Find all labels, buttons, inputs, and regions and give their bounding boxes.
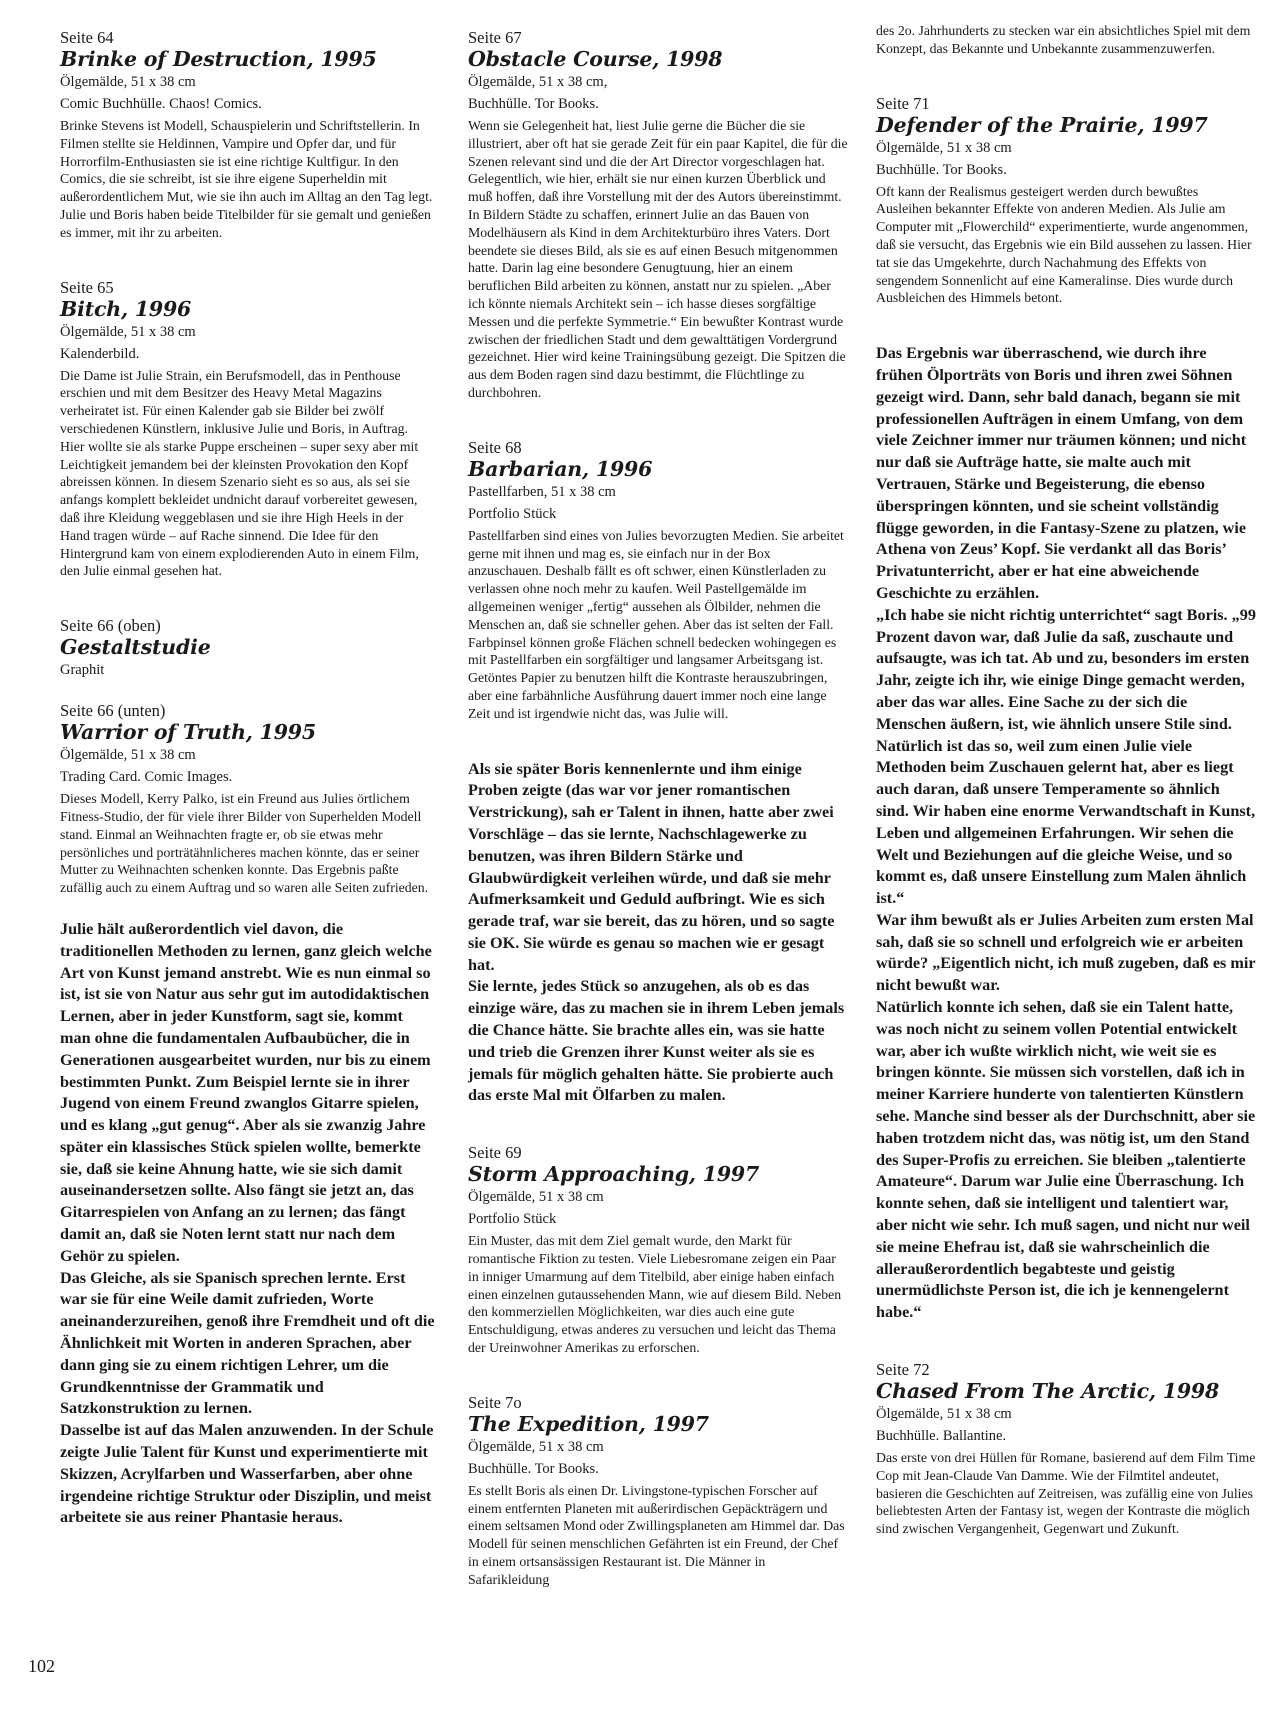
artwork-description: Brinke Stevens ist Modell, Schauspielerin und Schriftstellerin. In Filmen stellte sie Heldinnen, Vampire und Opfer dar, und für Horrorfilm-Enthusiasten sie ist eine richtige Kultfigur. In den Comics, die sie schreibt, ist sie ihre eigene Superheldin mit außerordentlichem Mut, wie sie ihn auch im Alltag an den Tag legt. Julie und Boris haben beide Titelbilder für sie gemalt und genießen es immer, mit ihr zu arbeiten. <box>60 118 433 240</box>
artwork-title: Obstacle Course, 1998 <box>468 47 723 71</box>
artwork-description: Das erste von drei Hüllen für Romane, basierend auf dem Film Time Cop mit Jean-Claude Van Damme. Wie der Filmtitel andeutet, basieren die Geschichten auf Zeitreisen, was zufällig eine von Julies beliebtesten Arten der Fantasy ist, wegen der Kontraste die möglich sind zwischen Vergangenheit, Gegenwart und Zukunft. <box>876 1450 1256 1537</box>
body-paragraph: Das Gleiche, als sie Spanisch sprechen lernte. Erst war sie für eine Weile damit zufrieden, Worte aneinanderzureihen, genoß ihre Fremdheit und oft die Ähnlichkeit mit Worten in anderen Sprachen, aber dann ging sie zu einem richtigen Lehrer, um die Grundkenntnisse der Grammatik und Satzkonstruktion zu lernen. <box>60 1268 435 1418</box>
artwork-title: Warrior of Truth, 1995 <box>60 720 316 745</box>
artwork-medium: Ölgemälde, 51 x 38 cm <box>60 74 196 90</box>
artwork-source: Buchhülle. Tor Books. <box>468 1460 599 1477</box>
artwork-title: Brinke of Destruction, 1995 <box>60 47 377 71</box>
body-paragraph: „Ich habe sie nicht richtig unterrichtet“ sagt Boris. „99 Prozent davon war, daß Julie da saß, zuschaute und aufsaugte, was ich tat. Ab und zu, besonders im ersten Jahr, zeigte ich ihr, wie einige Dinge gemacht werden, aber das war alles. Eine Sache zu der sich die Menschen äußern, ist, wie ähnlich unsere Stile sind. <box>876 605 1256 733</box>
artwork-source: Buchhülle. Ballantine. <box>876 1428 1007 1445</box>
artwork-medium: Ölgemälde, 51 x 38 cm <box>468 1438 604 1455</box>
artwork-source: Kalenderbild. <box>60 345 140 362</box>
page-reference: Seite 69 <box>468 1143 522 1163</box>
body-paragraph: Als sie später Boris kennenlernte und ihm einige Proben zeigte (das war vor jener romantischen Verstrickung), sah er Talent in ihnen, hatte aber zwei Vorschläge – das sie lernte, Nachschlagewerke zu benutzen, was ihren Bildern Stärke und Glaubwürdigkeit verleihen würde, und daß sie mehr Aufmerksamkeit und Geduld aufbringt. Wie es sich gerade traf, war sie bereit, das zu hören, und so sagte sie OK. Sie würde es genau so machen wie er gesagt hat. <box>468 759 835 974</box>
body-paragraph: Julie hält außerordentlich viel davon, die traditionellen Methoden zu lernen, ganz gleich welche Art von Kunst jemand anstrebt. Wie es nun einmal so ist, ist sie von Natur aus sehr gut im autodidaktischen Lernen, aber in jeder Kunstform, sagt sie, kommt man ohne die fundamentalen Aufbaubücher, die in Generationen ausgearbeitet wurden, nur bis zu einem bestimmten Punkt. Zum Beispiel lernte sie in ihrer Jugend von einem Freund zwanglos Gitarre spielen, und es klang „gut genug“. Aber als sie zwanzig Jahre später ein klassisches Stück spielen wollte, bemerkte sie, daß sie keine Ahnung hatte, wie sie sich damit auseinandersetzen sollte. Also fängt sie jetzt an, das Gitarrespielen von Anfang an zu lernen; das fängt damit an, daß sie Noten lernt statt nur nach dem Gehör zu spielen. <box>60 919 432 1265</box>
artwork-title: Bitch, 1996 <box>60 296 192 321</box>
artwork-entry <box>876 94 1256 308</box>
artwork-source: Buchhülle. Tor Books. <box>876 161 1007 178</box>
page-reference: Seite 72 <box>876 1360 930 1380</box>
artwork-medium: Ölgemälde, 51 x 38 cm, <box>468 74 608 90</box>
page-reference: Seite 66 (oben) <box>60 616 161 636</box>
body-paragraph: Natürlich ist das so, weil zum einen Julie viele Methoden beim Zuschauen gelernt hat, aber es liegt auch daran, daß unsere Temperamente so ähnlich sind. Wir haben eine enorme Verwandtschaft in Kunst, Leben und allgemeinen Erfahrungen. Wir sehen die Welt und Beziehungen auf die gleiche Weise, und so kommt es, daß unsere Einstellung zum Malen ähnlich ist.“ <box>876 736 1256 908</box>
artwork-description: Die Dame ist Julie Strain, ein Berufsmodell, das in Penthouse erschien und mit dem Besitzer des Heavy Metal Magazins verheiratet ist. Für einen Kalender gab sie Bilder bei zwölf verschiedenen Künstlern, inklusive Julie und Boris, in Auftrag. Hier wollte sie als starke Puppe erscheinen – super sexy aber mit Leichtigkeit jemandem bei der kleinsten Provokation den Kopf abreissen können. In diesem Szenario sieht es so aus, als sei sie anfangs komplett bekleidet undnicht darauf vorbereitet gewesen, daß ihre Kleidung weggeblasen und sie ihre High Heels in der Hand tragen würde – auf Rache sinnend. Die Idee für den Hintergrund kam von einem explodierenden Auto in einem Film, den Julie einmal gesehen hat. <box>60 367 419 579</box>
artwork-description: Pastellfarben sind eines von Julies bevorzugten Medien. Sie arbeitet gerne mit ihnen und mag es, sie einfach nur in der Box anzuschauen. Deshalb fällt es oft schwer, einen Künstlerladen zu verlassen ohne noch mehr zu kaufen. Weil Pastellgemälde im allgemeinen weniger „fertig“ aussehen als Ölbilder, nehmen die Menschen an, daß sie schneller gehen. Aber das ist selten der Fall. Farbpinsel können große Flächen schnell bedecken wohingegen es mit Pastellfarben ein sorgfältiger und langsamer Arbeitsgang ist. Getöntes Papier zu benutzen hilft die Kontraste herauszubringen, aber eine farbähnliche Ausführung dauert immer noch eine lange Zeit und ist irgendwie nicht das, was Julie will. <box>468 527 844 721</box>
artwork-medium: Ölgemälde, 51 x 38 cm <box>60 747 196 764</box>
page-reference: Seite 7o <box>468 1392 522 1412</box>
artwork-title: Storm Approaching, 1997 <box>468 1162 760 1187</box>
artwork-description: Wenn sie Gelegenheit hat, liest Julie gerne die Bücher die sie illustriert, aber oft hat sie gerade Zeit für ein paar Kapitel, die für die Szenen relevant sind und die der Art Director vorgeschlagen hat. Gelegentlich, wie hier, erhält sie nur einen kurzen Überblick und muß hoffen, daß ihre Vorstellung mit der des Autors übereinstimmt. In Bildern Städte zu schaffen, erinnert Julie an das Bauen von Modelhäusern als Kind in dem Architekturbüro ihres Vaters. Dort beendete sie dieses Bild, als sie es auf einen Besuch mitgenommen hatte. Darin lag eine besondere Genugtuung, hier an einem beruflichen Bild arbeiten zu können, anstatt nur zu spielen. „Aber ich könnte niemals Architekt sein – ich hasse dieses sorgfältige Messen und die perfekte Symmetrie.“ Ein bewußter Kontrast wurde zwischen der friedlichen Stadt und dem gewalttätigen Vordergrund gezeichnet. Hier wird keine Trainingsübung gezeigt. Die Spitzen die aus dem Boden ragen sind dazu bestimmt, die Flüchtlinge zu durchbohren. <box>468 118 848 400</box>
artwork-medium: Ölgemälde, 51 x 38 cm <box>60 323 196 340</box>
artwork-entry <box>468 28 848 402</box>
column-3 <box>876 22 1256 1574</box>
artwork-medium: Graphit <box>60 662 105 679</box>
artwork-source: Portfolio Stück <box>468 505 557 522</box>
artwork-source: Portfolio Stück <box>468 1211 557 1228</box>
page-reference: Seite 71 <box>876 93 930 113</box>
artwork-source: Buchhülle. Tor Books. <box>468 96 599 112</box>
artwork-entry <box>60 701 435 897</box>
artwork-source: Trading Card. Comic Images. <box>60 769 233 786</box>
page-reference: Seite 66 (unten) <box>60 701 166 721</box>
body-paragraph: Das Ergebnis war überraschend, wie durch ihre frühen Ölporträts von Boris und ihren zwei Söhnen gezeigt wird. Dann, sehr bald danach, begann sie mit professionellen Aufträgen in einem Umfang, von dem viele Zeichner immer nur träumen können; und nicht nur daß sie Aufträge hatte, sie malte auch mit Vertrauen, Stärke und Begeisterung, die ebenso überspringen könnten, und sie scheint vollständig flügge geworden, in die Fantasy-Szene zu platzen, wie Athena von Zeus’ Kopf. Sie verdankt all das Boris’ Privatunterricht, aber er hat eine abweichende Geschichte zu erzählen. <box>876 344 1247 602</box>
artwork-description: Ein Muster, das mit dem Ziel gemalt wurde, den Markt für romantische Fiktion zu testen. Viele Liebesromane zeigen ein Paar in inniger Umarmung auf dem Titelbild, aber einige haben einfach einen einzelnen gutaussehenden Mann, wie auf diesem Bild. Neben den kommerziellen Möglichkeiten, war dies auch eine gute Entschuldigung, etwas anderes zu versuchen und leicht das Thema der Ureinwohner Amerikas zu erforschen. <box>468 1233 842 1356</box>
artwork-source: Comic Buchhülle. Chaos! Comics. <box>60 96 262 112</box>
page-reference: Seite 64 <box>60 28 114 47</box>
body-paragraph: Natürlich konnte ich sehen, daß sie ein Talent hatte, was noch nicht zu seinem vollen Potential entwickelt war, aber ich wußte wirklich nicht, wie weit sie es bringen könnte. Sie müssen sich vorstellen, daß ich in meiner Karriere hunderte von talentierten Künstlern sehe. Manche sind besser als der Durchschnitt, aber sie haben trotzdem nicht das, was nötig ist, um den Stand des Super-Profis zu erreichen. Sie bleiben „talentierte Amateure“. Darum war Julie eine Überraschung. Ich konnte sehen, daß sie intelligent und talentiert war, aber nicht wie sehr. Ich muß sagen, und nicht nur weil sie meine Ehefrau ist, daß sie wahrscheinlich die alleraußerordentlich begabteste und geistig unermüdlichste Person ist, die ich je kennengelernt habe.“ <box>876 998 1256 1322</box>
artwork-medium: Ölgemälde, 51 x 38 cm <box>876 139 1012 156</box>
artwork-description: Dieses Modell, Kerry Palko, ist ein Freund aus Julies örtlichem Fitness-Studio, der für viele ihrer Bilder von Superhelden Modell stand. Einmal an Weihnachten fragte er, ob sie etwas mehr persönliches und porträtähnlicheres machen könnte, das er seiner Mutter zu Weihnachten schenken konnte. Das Ergebnis paßte zufällig auch zu einem Auftrag und so waren alle Seiten zufrieden. <box>60 791 429 896</box>
artwork-entry <box>468 1143 848 1357</box>
continued-description: des 2o. Jahrhunderts zu stecken war ein absichtliches Spiel mit dem Konzept, das Bekannte und Unbekannte zusammenzuwerfen. <box>876 23 1251 56</box>
artwork-entry <box>468 438 848 723</box>
artwork-entry <box>876 1360 1256 1538</box>
column-2 <box>468 28 848 1625</box>
body-paragraph: Dasselbe ist auf das Malen anzuwenden. In der Schule zeigte Julie Talent für Kunst und experimentierte mit Skizzen, Acrylfarben und Wasserfarben, aber ohne irgendeine richtige Struktur oder Disziplin, und meist arbeitete sie aus reiner Phantasie heraus. <box>60 1421 434 1527</box>
artwork-medium: Ölgemälde, 51 x 38 cm <box>468 1189 604 1206</box>
page-reference: Seite 67 <box>468 28 522 47</box>
artwork-title: Defender of the Prairie, 1997 <box>876 112 1208 137</box>
artwork-description: Oft kann der Realismus gesteigert werden durch bewußtes Ausleihen bekannter Effekte von anderen Medien. Als Julie am Computer mit „Flowerchild“ experimentierte, wurde angenommen, daß sie versucht, das Ergebnis wie ein Bild aussehen zu lassen. Hier tat sie das Umgekehrte, durch Nachahmung des Effekts von sengendem Sonnenlicht auf eine Kameralinse. Dies wurde durch Ausbleichen des Himmels betont. <box>876 183 1252 306</box>
page-number: 102 <box>28 1656 55 1676</box>
column-1 <box>60 28 435 1565</box>
artwork-title: Barbarian, 1996 <box>468 456 653 481</box>
body-text <box>60 919 435 1529</box>
artwork-description: Es stellt Boris als einen Dr. Livingstone-typischen Forscher auf einem entfernten Planeten mit außerirdischen Gepäckträgern und einem seltsamen Mond oder Zwillingsplaneten am Himmel dar. Das Modell für seinen menschlichen Gefährten ist ein Freund, der Chef in einem ortsansässigen Restaurant ist. Die Männer in Safarikleidung <box>468 1482 845 1587</box>
artwork-title: Chased From The Arctic, 1998 <box>876 1379 1220 1404</box>
artwork-medium: Ölgemälde, 51 x 38 cm <box>876 1406 1012 1423</box>
artwork-title: The Expedition, 1997 <box>468 1411 709 1436</box>
continued-text <box>876 22 1256 58</box>
artwork-entry <box>60 278 435 581</box>
page-reference: Seite 65 <box>60 277 114 297</box>
artwork-entry <box>60 28 435 242</box>
body-text <box>876 343 1256 1324</box>
artwork-entry <box>60 616 435 679</box>
artwork-entry <box>468 1393 848 1589</box>
body-paragraph: War ihm bewußt als er Julies Arbeiten zum ersten Mal sah, daß sie so schnell und erfolgreich wie er arbeiten würde? „Eigentlich nicht, ich muß zugeben, daß es mir nicht bewußt war. <box>876 910 1256 995</box>
page-reference: Seite 68 <box>468 437 522 457</box>
artwork-medium: Pastellfarben, 51 x 38 cm <box>468 483 616 500</box>
artwork-title: Gestaltstudie <box>60 635 211 660</box>
body-paragraph: Sie lernte, jedes Stück so anzugehen, als ob es das einzige wäre, das zu machen sie in ihrem Leben jemals die Chance hätte. Sie brachte alles ein, was sie hatte und trieb die Grenzen ihrer Kunst weiter als sie es jemals für möglich gehalten hätte. Sie probierte auch das erste Mal mit Ölfarben zu malen. <box>468 977 845 1105</box>
body-text <box>468 759 848 1108</box>
